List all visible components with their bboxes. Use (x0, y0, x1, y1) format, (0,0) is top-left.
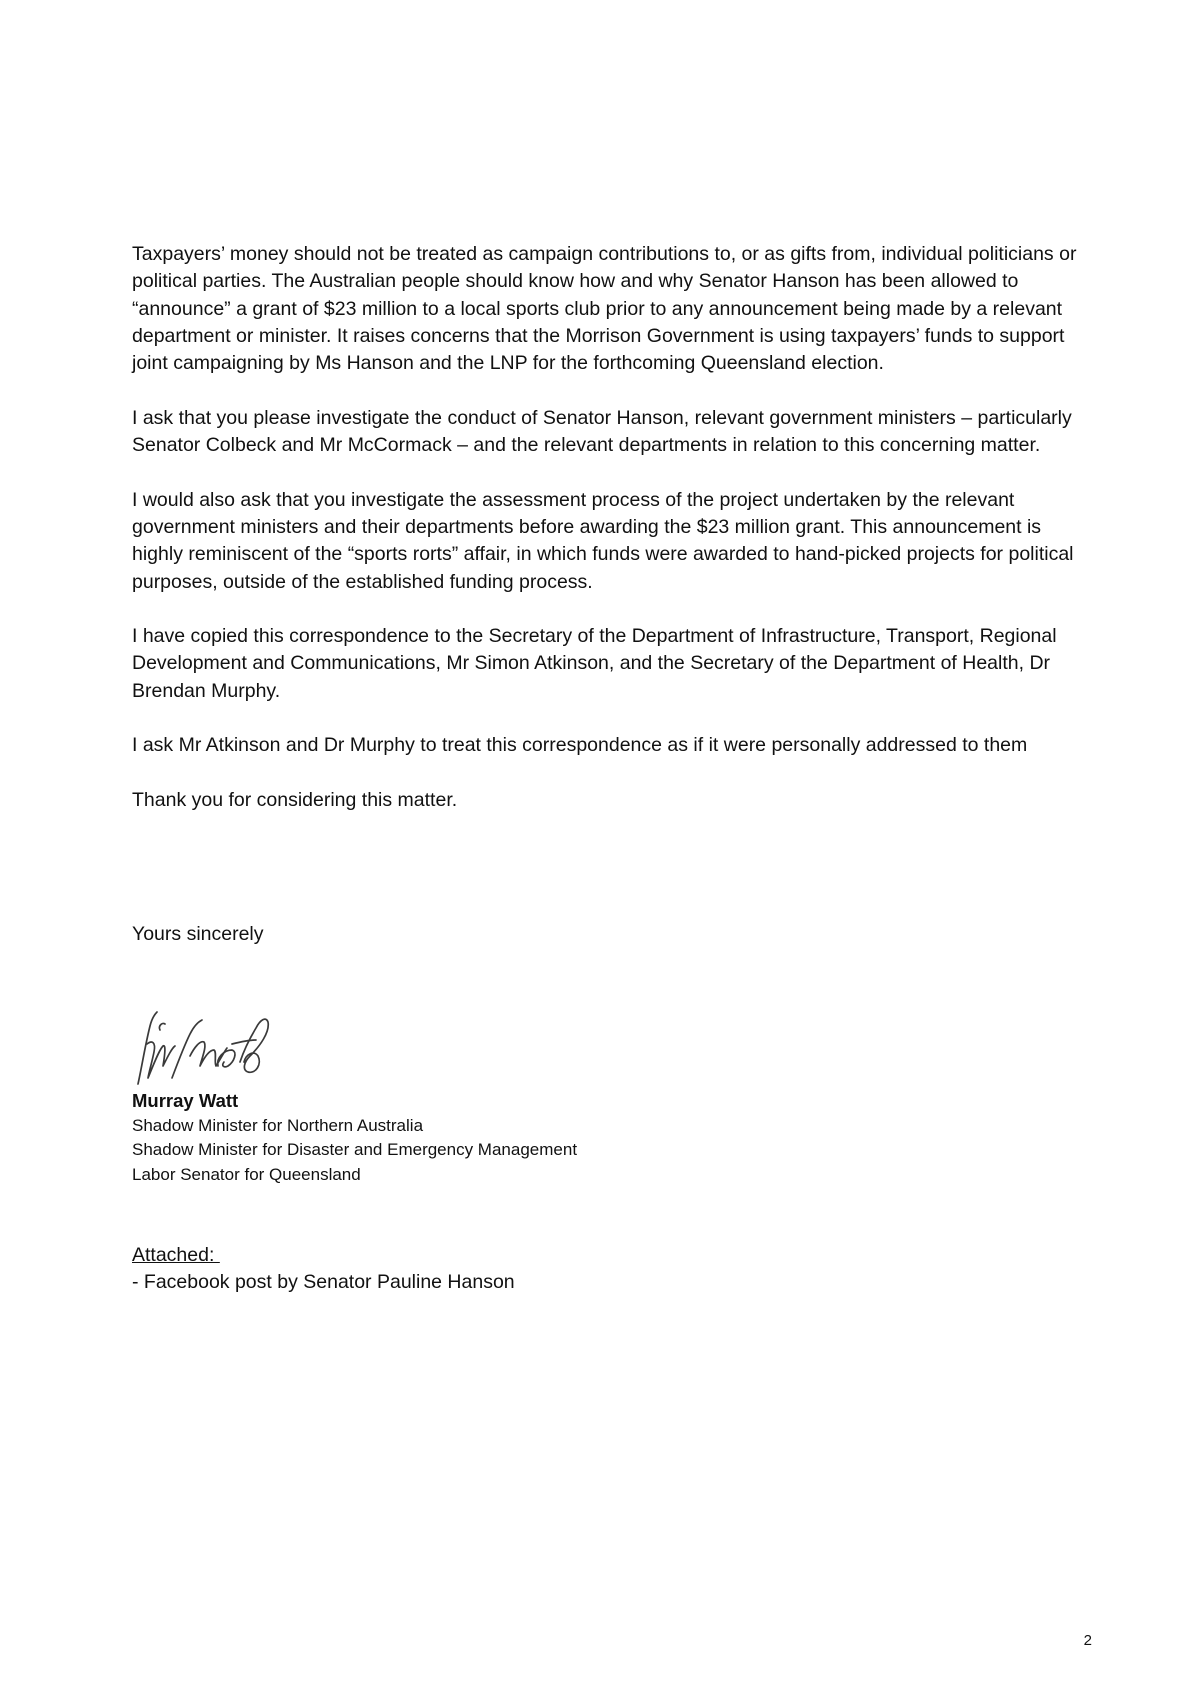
attachment-item: - Facebook post by Senator Pauline Hanson (132, 1271, 515, 1294)
paragraph-thank-you: Thank you for considering this matter. (132, 788, 458, 811)
paragraph-investigate-conduct: I ask that you please investigate the conduct of Senator Hanson, relevant government ministers – particularly Senator Colbeck and Mr McCormack – and the relevant departments in relation to this concerning matter. (132, 406, 1072, 457)
signatory-name: Murray Watt (132, 1090, 239, 1111)
signatory-title: Labor Senator for Queensland (132, 1164, 361, 1184)
page-number: 2 (1083, 1632, 1092, 1649)
signatory-title: Shadow Minister for Disaster and Emergency Management (132, 1140, 578, 1159)
paragraph-copied-correspondence: I have copied this correspondence to the Secretary of the Department of Infrastructure, Transport, Regional Development and Communications, Mr Simon Atkinson, and the Secretary of the Department of Health, Dr Brendan Murphy. (132, 625, 1057, 702)
paragraph-treat-as-addressed: I ask Mr Atkinson and Dr Murphy to treat this correspondence as if it were personally addressed to them (132, 734, 1028, 757)
handwritten-signature (128, 1000, 303, 1092)
letter-body (132, 241, 1092, 842)
closing-salutation: Yours sincerely (132, 923, 264, 945)
attachments-section (132, 1242, 515, 1297)
paragraph-assessment-process: I would also ask that you investigate the assessment process of the project undertaken by the relevant government ministers and their departments before awarding the $23 million grant. This announcement is highly reminiscent of the “sports rorts” affair, in which funds were awarded to hand-picked projects for political purposes, outside of the established funding process. (132, 488, 1074, 593)
signatory-title: Shadow Minister for Northern Australia (132, 1115, 424, 1135)
paragraph-taxpayers-money: Taxpayers’ money should not be treated as campaign contributions to, or as gifts from, individual politicians or political parties. The Australian people should know how and why Senator Hanson has been allowed to “announce” a grant of $23 million to a local sports club prior to any announcement being made by a relevant department or minister. It raises concerns that the Morrison Government is using taxpayers’ funds to support joint campaigning by Ms Hanson and the LNP for the forthcoming Queensland election. (132, 243, 1077, 375)
signature-block (132, 1089, 577, 1187)
attachments-label: Attached: (132, 1244, 220, 1266)
